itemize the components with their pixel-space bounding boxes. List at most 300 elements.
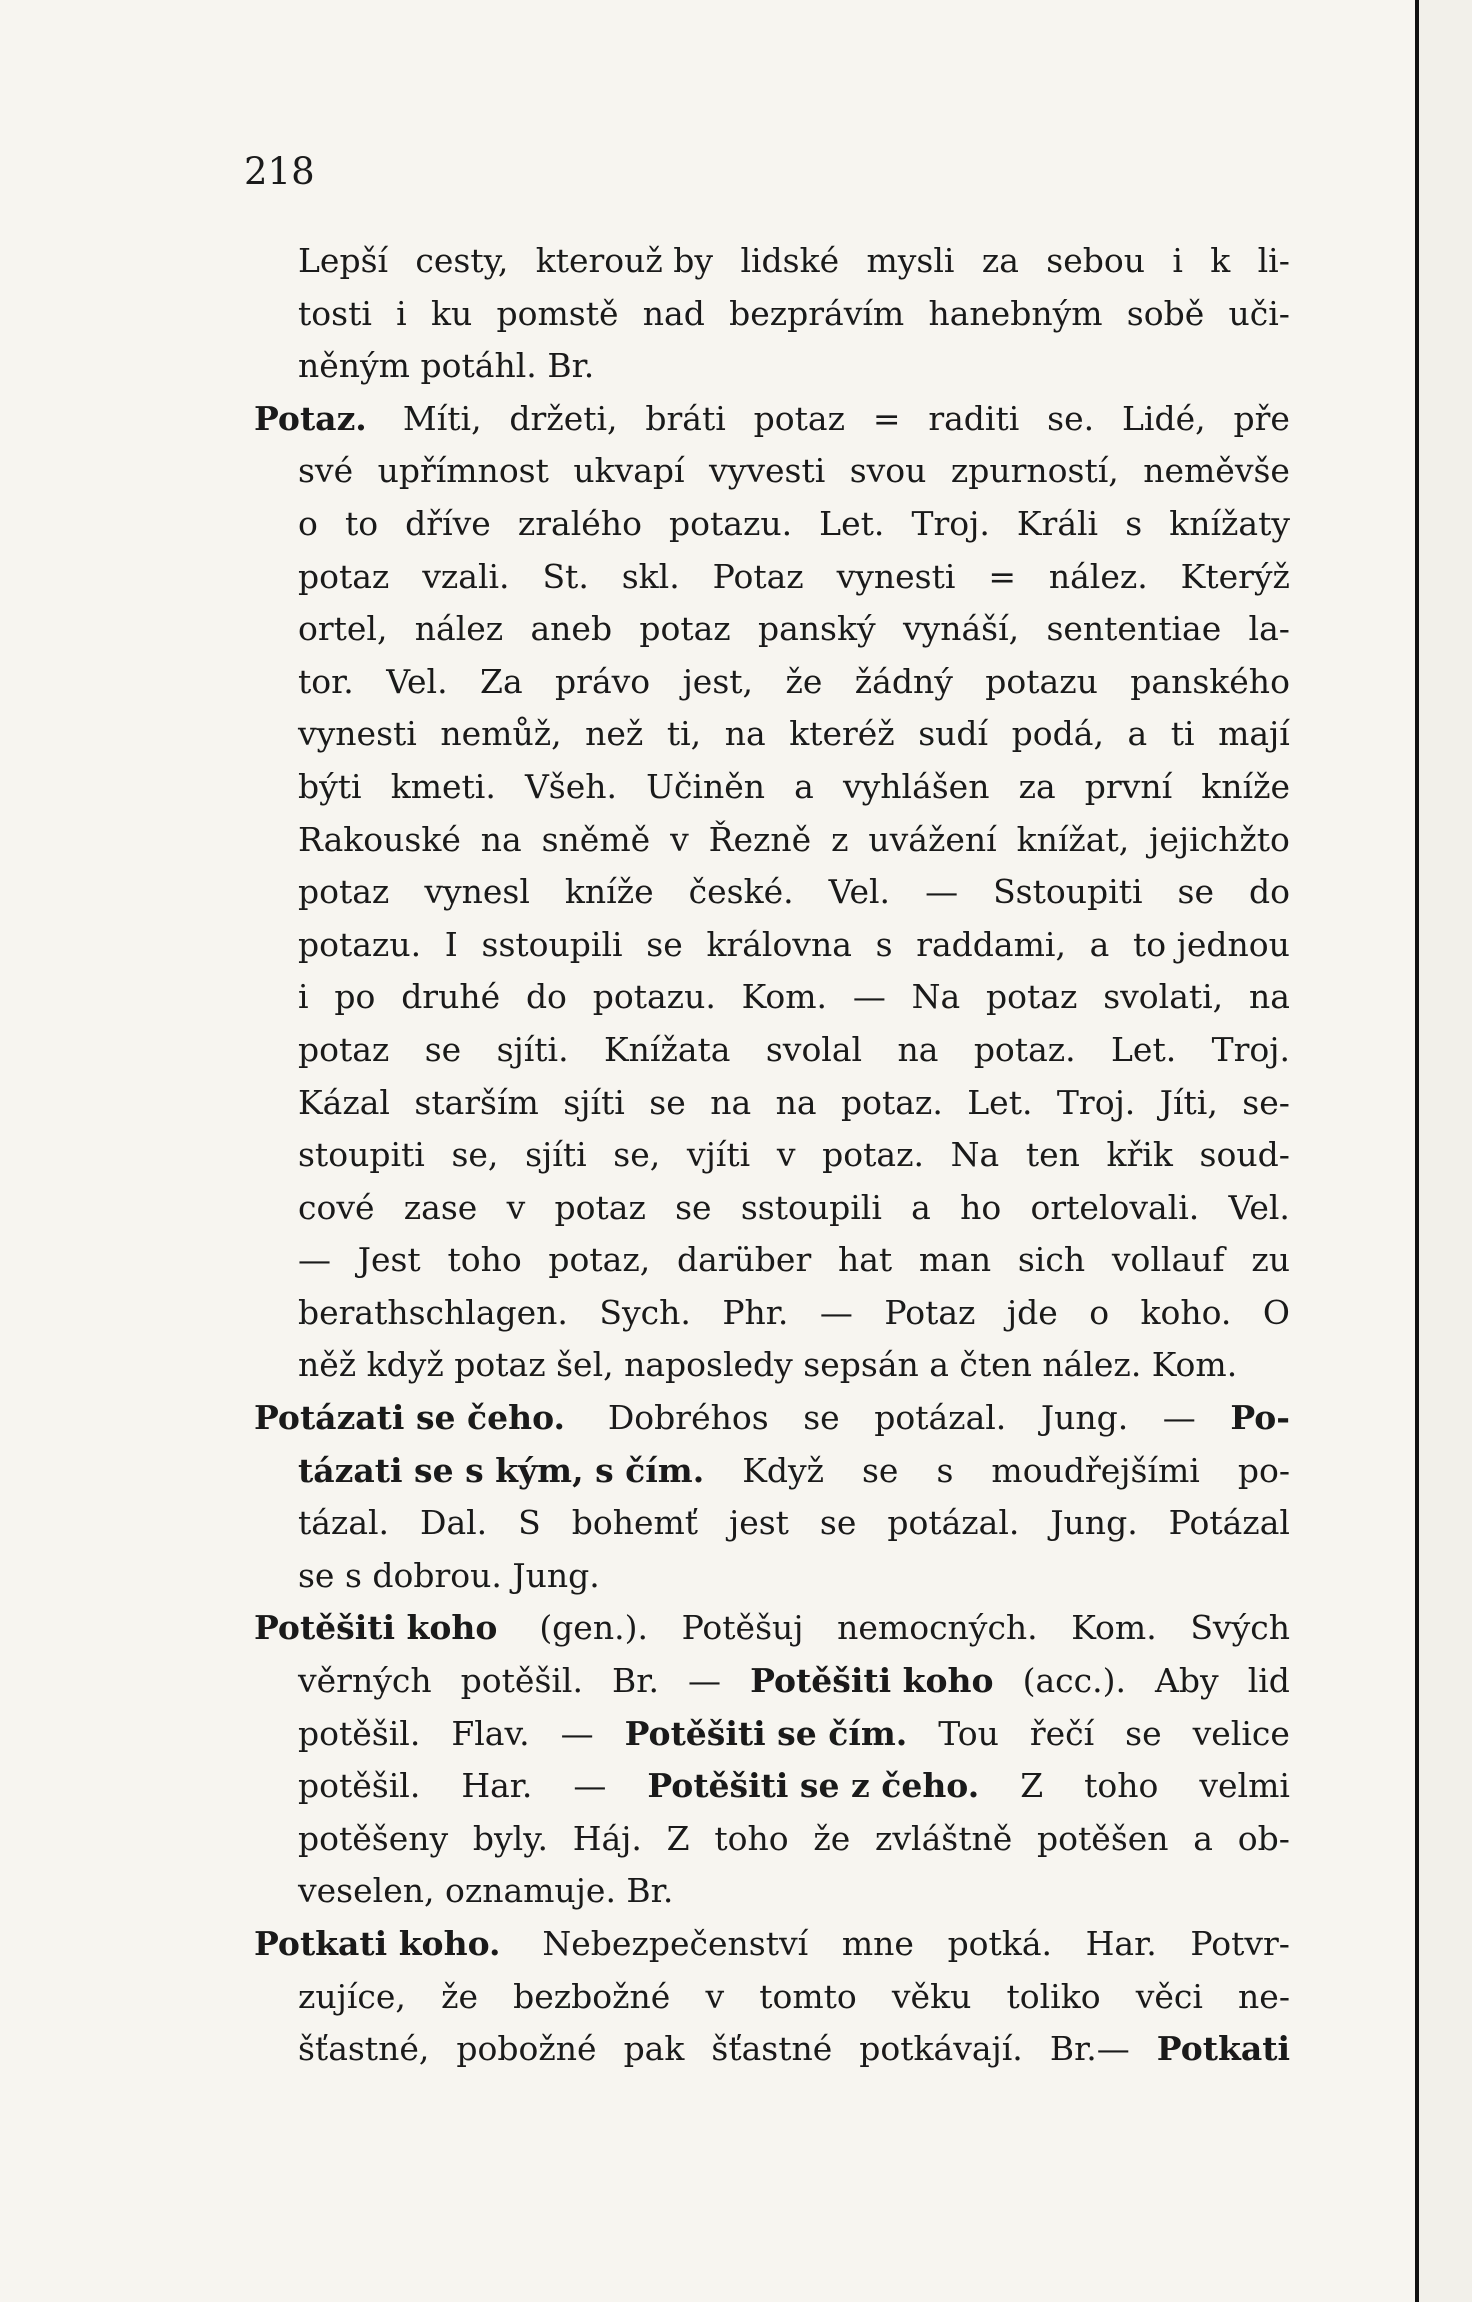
- word: nad: [642, 293, 705, 333]
- word: —: [298, 1240, 331, 1280]
- word: o: [1089, 1292, 1110, 1332]
- word: lid: [1247, 1661, 1290, 1701]
- word: —: [852, 977, 886, 1017]
- word: věci: [1135, 1976, 1203, 2016]
- word: Potěšiti se z čeho.: [647, 1766, 980, 1806]
- word: k: [1210, 241, 1231, 280]
- word: toho: [1084, 1766, 1159, 1806]
- word: jejichžto: [1149, 819, 1290, 859]
- word: svolal: [765, 1029, 863, 1069]
- word: po: [334, 977, 376, 1017]
- word: toliko: [1006, 1976, 1101, 2016]
- entry-headword: Potěšiti koho: [254, 1608, 498, 1648]
- word: potaz.: [973, 1029, 1076, 1069]
- word: se: [675, 1187, 712, 1227]
- word: potěšil.: [298, 1713, 421, 1753]
- word: Vel.: [828, 872, 891, 912]
- word: Potěšiti se čím.: [624, 1713, 908, 1753]
- word: pře: [1233, 398, 1290, 438]
- word: Potaz: [712, 556, 804, 596]
- text-line: [254, 1813, 1290, 1866]
- text-line: [254, 866, 1290, 919]
- word: potáhl.: [420, 346, 537, 386]
- word: a: [1127, 714, 1148, 754]
- word: sudí: [918, 714, 989, 754]
- word: v: [705, 1976, 725, 2016]
- text-line: [254, 445, 1290, 498]
- word: sněmě: [541, 819, 651, 859]
- word: na: [710, 1082, 752, 1122]
- word: Flav.: [451, 1713, 530, 1753]
- word: cesty,: [415, 241, 509, 280]
- word: sstoupili: [481, 924, 623, 964]
- word: —: [688, 1661, 721, 1701]
- word: hat: [837, 1240, 893, 1280]
- word: věku: [891, 1976, 972, 2016]
- word: své: [298, 451, 354, 491]
- word: ho: [960, 1187, 1002, 1227]
- word: a: [1089, 924, 1110, 964]
- word: tomto: [759, 1976, 857, 2016]
- word: vzali.: [422, 556, 510, 596]
- word: potaz,: [548, 1240, 651, 1280]
- word: se: [1177, 872, 1214, 912]
- text-line: [254, 1234, 1290, 1287]
- word: se-: [1242, 1082, 1290, 1122]
- word: že: [813, 1818, 851, 1858]
- word: nález: [414, 609, 504, 649]
- word: Rakouské: [298, 819, 461, 859]
- word: na: [480, 819, 522, 859]
- word: se: [646, 924, 683, 964]
- word: Potěšiti koho: [750, 1661, 994, 1701]
- word: Let.: [967, 1082, 1033, 1122]
- word: Let.: [819, 503, 885, 543]
- word: velmi: [1199, 1766, 1290, 1806]
- word: se s dobrou. Jung.: [298, 1555, 600, 1595]
- word: potazu.: [669, 503, 793, 543]
- word: Jíti,: [1159, 1082, 1218, 1122]
- word: zujíce,: [298, 1976, 406, 2016]
- word: v: [776, 1135, 796, 1175]
- word: sich: [1017, 1240, 1086, 1280]
- word: Vel.: [1228, 1187, 1290, 1227]
- word: z: [831, 819, 849, 859]
- word: o: [298, 503, 318, 543]
- word: na: [724, 714, 766, 754]
- word: potaz.: [841, 1082, 943, 1122]
- word: potaz: [753, 398, 845, 438]
- word: i: [1172, 241, 1183, 280]
- word: se: [819, 1503, 857, 1543]
- word: vjíti: [686, 1135, 751, 1175]
- word: Svých: [1190, 1608, 1290, 1648]
- word: potázal.: [887, 1503, 1020, 1543]
- word: neměvše: [1143, 451, 1290, 491]
- word: a: [911, 1187, 931, 1227]
- word: Aby: [1155, 1661, 1219, 1701]
- word: potká.: [947, 1924, 1052, 1963]
- word: řečí: [1029, 1713, 1095, 1753]
- word: nemůž,: [440, 714, 562, 754]
- word: kmeti.: [390, 766, 496, 806]
- word: S: [518, 1503, 541, 1543]
- word: Na: [911, 977, 961, 1017]
- word: ob-: [1237, 1818, 1290, 1858]
- word: zase: [403, 1187, 478, 1227]
- word: i: [396, 293, 407, 333]
- word: něž když potaz šel, naposledy sepsán a čten nález. Kom.: [298, 1345, 1238, 1385]
- word: sententiae: [1046, 609, 1222, 649]
- word: Míti,: [402, 398, 482, 438]
- word: potěšil.: [460, 1661, 583, 1701]
- word: byly.: [472, 1818, 548, 1858]
- word: Tou: [938, 1713, 999, 1753]
- word: knížat,: [1016, 819, 1130, 859]
- word: Sstoupiti: [993, 872, 1143, 912]
- word: potazu: [985, 661, 1098, 701]
- text-line: [254, 551, 1290, 604]
- word: raddami,: [916, 924, 1066, 964]
- word: se.: [1047, 398, 1095, 438]
- word: se: [862, 1450, 899, 1490]
- word: a: [1193, 1818, 1213, 1858]
- entry-headword: Potázati se čeho.: [254, 1398, 566, 1438]
- word: —: [560, 1713, 594, 1753]
- word: Z: [1020, 1766, 1044, 1806]
- word: vynesti: [836, 556, 956, 596]
- word: potaz: [298, 556, 390, 596]
- word: zralého: [517, 503, 642, 543]
- word: Když: [742, 1450, 824, 1490]
- word: svou: [849, 451, 927, 491]
- text-line: [254, 1971, 1290, 2024]
- word: Učiněn: [646, 766, 766, 806]
- word: velice: [1192, 1713, 1290, 1753]
- word: ortelovali.: [1030, 1187, 1200, 1227]
- page-edge: [1415, 0, 1472, 2302]
- word: na: [775, 1082, 817, 1122]
- word: —: [573, 1766, 607, 1806]
- word: Řezně: [708, 819, 812, 859]
- word: se: [424, 1029, 462, 1069]
- word: cové: [298, 1187, 375, 1227]
- word: —: [925, 872, 959, 912]
- word: Králi: [1016, 503, 1099, 543]
- word: se,: [613, 1135, 661, 1175]
- text-line: [254, 919, 1290, 972]
- word: Potaz: [884, 1292, 976, 1332]
- text-line: [254, 603, 1290, 656]
- word: =: [988, 556, 1016, 596]
- word: Phr.: [722, 1292, 789, 1332]
- word: uči-: [1228, 293, 1290, 333]
- text-line: [254, 1602, 1290, 1655]
- word: že: [785, 661, 823, 701]
- text-line: [254, 656, 1290, 709]
- word: pak: [623, 2029, 685, 2069]
- word: potaz: [986, 977, 1078, 1017]
- word: Br.: [612, 1661, 659, 1701]
- dictionary-text: [254, 235, 1290, 2076]
- word: se: [803, 1398, 840, 1438]
- word: držeti,: [509, 398, 618, 438]
- text-line: [254, 1445, 1290, 1498]
- word: potaz: [298, 872, 390, 912]
- word: právo: [555, 661, 651, 701]
- word: knížaty: [1169, 503, 1290, 543]
- text-line: [254, 288, 1290, 341]
- text-line: [254, 1918, 1290, 1971]
- word: Nebezpečenství: [542, 1924, 809, 1963]
- word: toho: [714, 1818, 789, 1858]
- word: kteréž: [789, 714, 895, 754]
- word: Kom.: [741, 977, 828, 1017]
- word: mne: [841, 1924, 914, 1963]
- word: mysli: [866, 241, 955, 280]
- word: vynesti: [298, 714, 417, 754]
- word: ortel,: [298, 609, 388, 649]
- word: mají: [1218, 714, 1290, 754]
- text-line: [254, 761, 1290, 814]
- word: skl.: [621, 556, 680, 596]
- word: ukvapí: [573, 451, 685, 491]
- entry-headword: Potkati koho.: [254, 1924, 501, 1963]
- word: ne-: [1238, 1976, 1290, 2016]
- word: potěšeny: [298, 1818, 449, 1858]
- word: potazu.: [298, 924, 422, 964]
- word: stoupiti: [298, 1135, 425, 1175]
- word: se: [1125, 1713, 1162, 1753]
- word: po-: [1237, 1450, 1290, 1490]
- word: Kázal: [298, 1082, 390, 1122]
- word: Br.: [547, 346, 595, 386]
- word: O: [1262, 1292, 1290, 1332]
- text-line: [254, 1287, 1290, 1340]
- word: podá,: [1011, 714, 1104, 754]
- word: Vel.: [386, 661, 448, 701]
- word: pobožné: [456, 2029, 597, 2069]
- word: Kterýž: [1180, 556, 1290, 596]
- word: královna: [706, 924, 852, 964]
- word: vynesl: [424, 872, 530, 912]
- word: —: [819, 1292, 853, 1332]
- word: pomstě: [496, 293, 619, 333]
- word: první: [1084, 766, 1173, 806]
- word: sstoupili: [740, 1187, 882, 1227]
- word: panského: [1130, 661, 1290, 701]
- text-line: [254, 971, 1290, 1024]
- text-line: [254, 1655, 1290, 1708]
- word: sobě: [1126, 293, 1205, 333]
- word: tor.: [298, 661, 354, 701]
- word: šťastné,: [298, 2029, 430, 2069]
- word: nález.: [1048, 556, 1148, 596]
- word: berathschlagen.: [298, 1292, 568, 1332]
- word: Na: [950, 1135, 1000, 1175]
- word: Let.: [1111, 1029, 1177, 1069]
- word: potázal.: [874, 1398, 1007, 1438]
- word: Potázal: [1168, 1503, 1290, 1543]
- word: věrných: [298, 1661, 432, 1701]
- word: Po-: [1230, 1398, 1290, 1438]
- word: české.: [688, 872, 794, 912]
- text-line: [254, 1497, 1290, 1550]
- word: Za: [480, 661, 523, 701]
- word: šťastné: [711, 2029, 833, 2069]
- word: jest,: [682, 661, 754, 701]
- word: Potkati: [1156, 2029, 1290, 2069]
- word: potaz: [298, 1029, 390, 1069]
- word: dříve: [405, 503, 491, 543]
- word: moudřejšími: [991, 1450, 1200, 1490]
- word: jde: [1006, 1292, 1058, 1332]
- word: li-: [1257, 241, 1290, 280]
- word: tosti: [298, 293, 372, 333]
- word: upřímnost: [377, 451, 549, 491]
- word: potěšen: [1037, 1818, 1169, 1858]
- word: svolati,: [1103, 977, 1224, 1017]
- word: potaz: [554, 1187, 646, 1227]
- text-line: [254, 1865, 1290, 1918]
- text-line: [254, 1760, 1290, 1813]
- word: tázati se s kým, s čím.: [298, 1450, 705, 1490]
- text-line: [254, 708, 1290, 761]
- word: Jung.: [1050, 1503, 1138, 1543]
- word: Br.—: [1049, 2029, 1130, 2069]
- word: potěšil.: [298, 1766, 421, 1806]
- word: býti: [298, 766, 362, 806]
- word: raditi: [928, 398, 1020, 438]
- word: Všeh.: [524, 766, 618, 806]
- word: a: [794, 766, 814, 806]
- word: bráti: [645, 398, 726, 438]
- text-line: [254, 814, 1290, 867]
- word: do: [525, 977, 567, 1017]
- word: la-: [1248, 609, 1290, 649]
- word: sjíti.: [496, 1029, 569, 1069]
- text-line: [254, 1392, 1290, 1445]
- word: s: [875, 924, 893, 964]
- word: s: [936, 1450, 954, 1490]
- word: Troj.: [1211, 1029, 1290, 1069]
- word: potkávají.: [859, 2029, 1023, 2069]
- word: vyvesti: [709, 451, 826, 491]
- text-line: [254, 1129, 1290, 1182]
- word: sjíti: [525, 1135, 587, 1175]
- text-line: [254, 1182, 1290, 1235]
- word: man: [918, 1240, 992, 1280]
- word: Dal.: [420, 1503, 488, 1543]
- word: vyhlášen: [842, 766, 990, 806]
- word: na: [897, 1029, 939, 1069]
- word: aneb: [530, 609, 613, 649]
- word: Kom.: [1071, 1608, 1157, 1648]
- word: zpurností,: [950, 451, 1119, 491]
- word: Dobréhos: [607, 1398, 769, 1438]
- page-number: 218: [244, 150, 315, 193]
- word: sebou: [1046, 241, 1145, 280]
- text-line: [254, 1550, 1290, 1603]
- word: Jung.: [1040, 1398, 1129, 1438]
- word: Har.: [461, 1766, 533, 1806]
- word: =: [872, 398, 901, 438]
- word: za: [981, 241, 1019, 280]
- word: Knížata: [604, 1029, 731, 1069]
- word: bohemť: [571, 1503, 699, 1543]
- word: uvážení: [868, 819, 997, 859]
- word: to jednou: [1133, 924, 1290, 964]
- text-line: [254, 340, 1290, 393]
- word: kterouž by: [535, 241, 714, 280]
- word: vollauf: [1111, 1240, 1225, 1280]
- word: Jest: [357, 1240, 421, 1280]
- word: darüber: [676, 1240, 812, 1280]
- word: druhé: [401, 977, 501, 1017]
- word: Troj.: [911, 503, 990, 543]
- word: ti,: [666, 714, 702, 754]
- word: soud-: [1199, 1135, 1290, 1175]
- word: že: [441, 1976, 478, 2016]
- word: vynáší,: [902, 609, 1020, 649]
- word: I: [444, 924, 458, 964]
- word: ku: [430, 293, 473, 333]
- word: Lidé,: [1122, 398, 1206, 438]
- word: za: [1018, 766, 1056, 806]
- word: s: [1125, 503, 1143, 543]
- word: Troj.: [1056, 1082, 1136, 1122]
- word: potazu.: [592, 977, 716, 1017]
- word: panský: [758, 609, 876, 649]
- word: (acc.).: [1022, 1661, 1126, 1701]
- text-line: [254, 1024, 1290, 1077]
- word: lidské: [740, 241, 840, 280]
- text-line: [254, 1708, 1290, 1761]
- word: do: [1249, 872, 1290, 912]
- text-line: [254, 1077, 1290, 1130]
- word: Háj.: [572, 1818, 642, 1858]
- text-line: [254, 235, 1290, 288]
- text-line: [254, 2023, 1290, 2076]
- word: nemocných.: [837, 1608, 1038, 1648]
- word: Z: [666, 1818, 690, 1858]
- word: potaz.: [822, 1135, 924, 1175]
- word: zvláštně: [875, 1818, 1013, 1858]
- word: toho: [447, 1240, 522, 1280]
- word: zu: [1251, 1240, 1290, 1280]
- word: ten: [1025, 1135, 1080, 1175]
- word: něným: [298, 346, 410, 386]
- text-line: [254, 498, 1290, 551]
- word: (gen.).: [539, 1608, 648, 1648]
- word: bezprávím: [729, 293, 905, 333]
- word: Sych.: [599, 1292, 691, 1332]
- word: Potvr-: [1190, 1924, 1290, 1963]
- word: veselen, oznamuje. Br.: [298, 1871, 674, 1911]
- word: i: [298, 977, 309, 1017]
- word: se: [649, 1082, 686, 1122]
- text-line: [254, 393, 1290, 446]
- word: koho.: [1140, 1292, 1232, 1332]
- word: tázal.: [298, 1503, 390, 1543]
- word: na: [1248, 977, 1290, 1017]
- entry-headword: Potaz.: [254, 398, 367, 438]
- word: St.: [542, 556, 589, 596]
- word: křik: [1106, 1135, 1173, 1175]
- word: Potěšuj: [681, 1608, 804, 1648]
- word: hanebným: [928, 293, 1103, 333]
- word: v: [670, 819, 689, 859]
